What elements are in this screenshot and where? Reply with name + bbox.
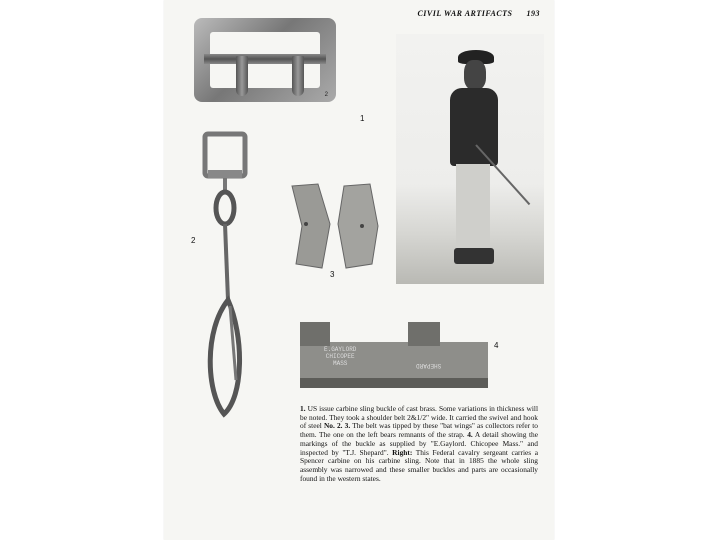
caption-ref-4: 4.	[467, 430, 473, 440]
book-page	[164, 0, 554, 540]
figure-inner-number: 2	[324, 92, 328, 98]
figure-1-number: 1	[360, 114, 365, 123]
page-number: 193	[526, 9, 540, 18]
stamp-line-3: MASS	[333, 360, 348, 368]
stamp-line-2: CHICOPEE	[325, 353, 355, 361]
figure-4-markings-image	[300, 322, 488, 388]
soldier-photograph	[396, 34, 544, 284]
caption-ref-3: 3.	[342, 421, 351, 431]
buckle-bar	[204, 54, 326, 64]
buckle-prong-right	[292, 56, 304, 96]
stamp-inspector-mark: SHEPARD	[416, 362, 442, 369]
soldier-trousers	[456, 164, 490, 254]
soldier-boots	[454, 248, 494, 264]
stamp-maker-mark	[324, 346, 356, 368]
soldier-jacket	[450, 88, 498, 166]
soldier-head	[464, 60, 486, 90]
caption-ref-2: No. 2.	[323, 421, 343, 431]
figure-2-sling-hook-image	[200, 130, 250, 422]
figure-4-number: 4	[494, 341, 499, 350]
figure-2-number: 2	[191, 236, 196, 245]
caption-text-1: US issue carbine sling buckle of cast brass. Some variations in thickness will be noted. They took a shoulder belt 2&1/2" wide. It carried the swivel and hook of steel	[300, 404, 538, 431]
buckle-prong-left	[236, 56, 248, 96]
figure-3-number: 3	[330, 270, 335, 279]
figure-caption	[300, 405, 538, 484]
running-header	[417, 9, 540, 18]
figure-1-buckle-image	[194, 18, 336, 102]
caption-text-3: A detail showing the markings of the buckle as supplied by "E.Gaylord. Chicopee Mass." and inspected by "T.J. Shepard".	[300, 430, 539, 457]
header-title: CIVIL WAR ARTIFACTS	[417, 9, 513, 18]
caption-ref-1: 1.	[300, 404, 306, 413]
caption-right-label: Right:	[392, 447, 413, 457]
stamp-line-1: E.GAYLORD	[324, 346, 357, 353]
caption-text-2: The belt was tipped by these "bat wings" as collectors refer to them. The one on the left bears remnants of the strap.	[300, 421, 539, 440]
caption-text-4: This Federal cavalry sergeant carries a Spencer carbine on his carbine sling. Note that in 1885 the whole sling assembly was narrowed and these smaller buckles and parts are occasionally found in the western states.	[300, 447, 539, 483]
figure-3-bat-wings-image	[282, 180, 386, 270]
